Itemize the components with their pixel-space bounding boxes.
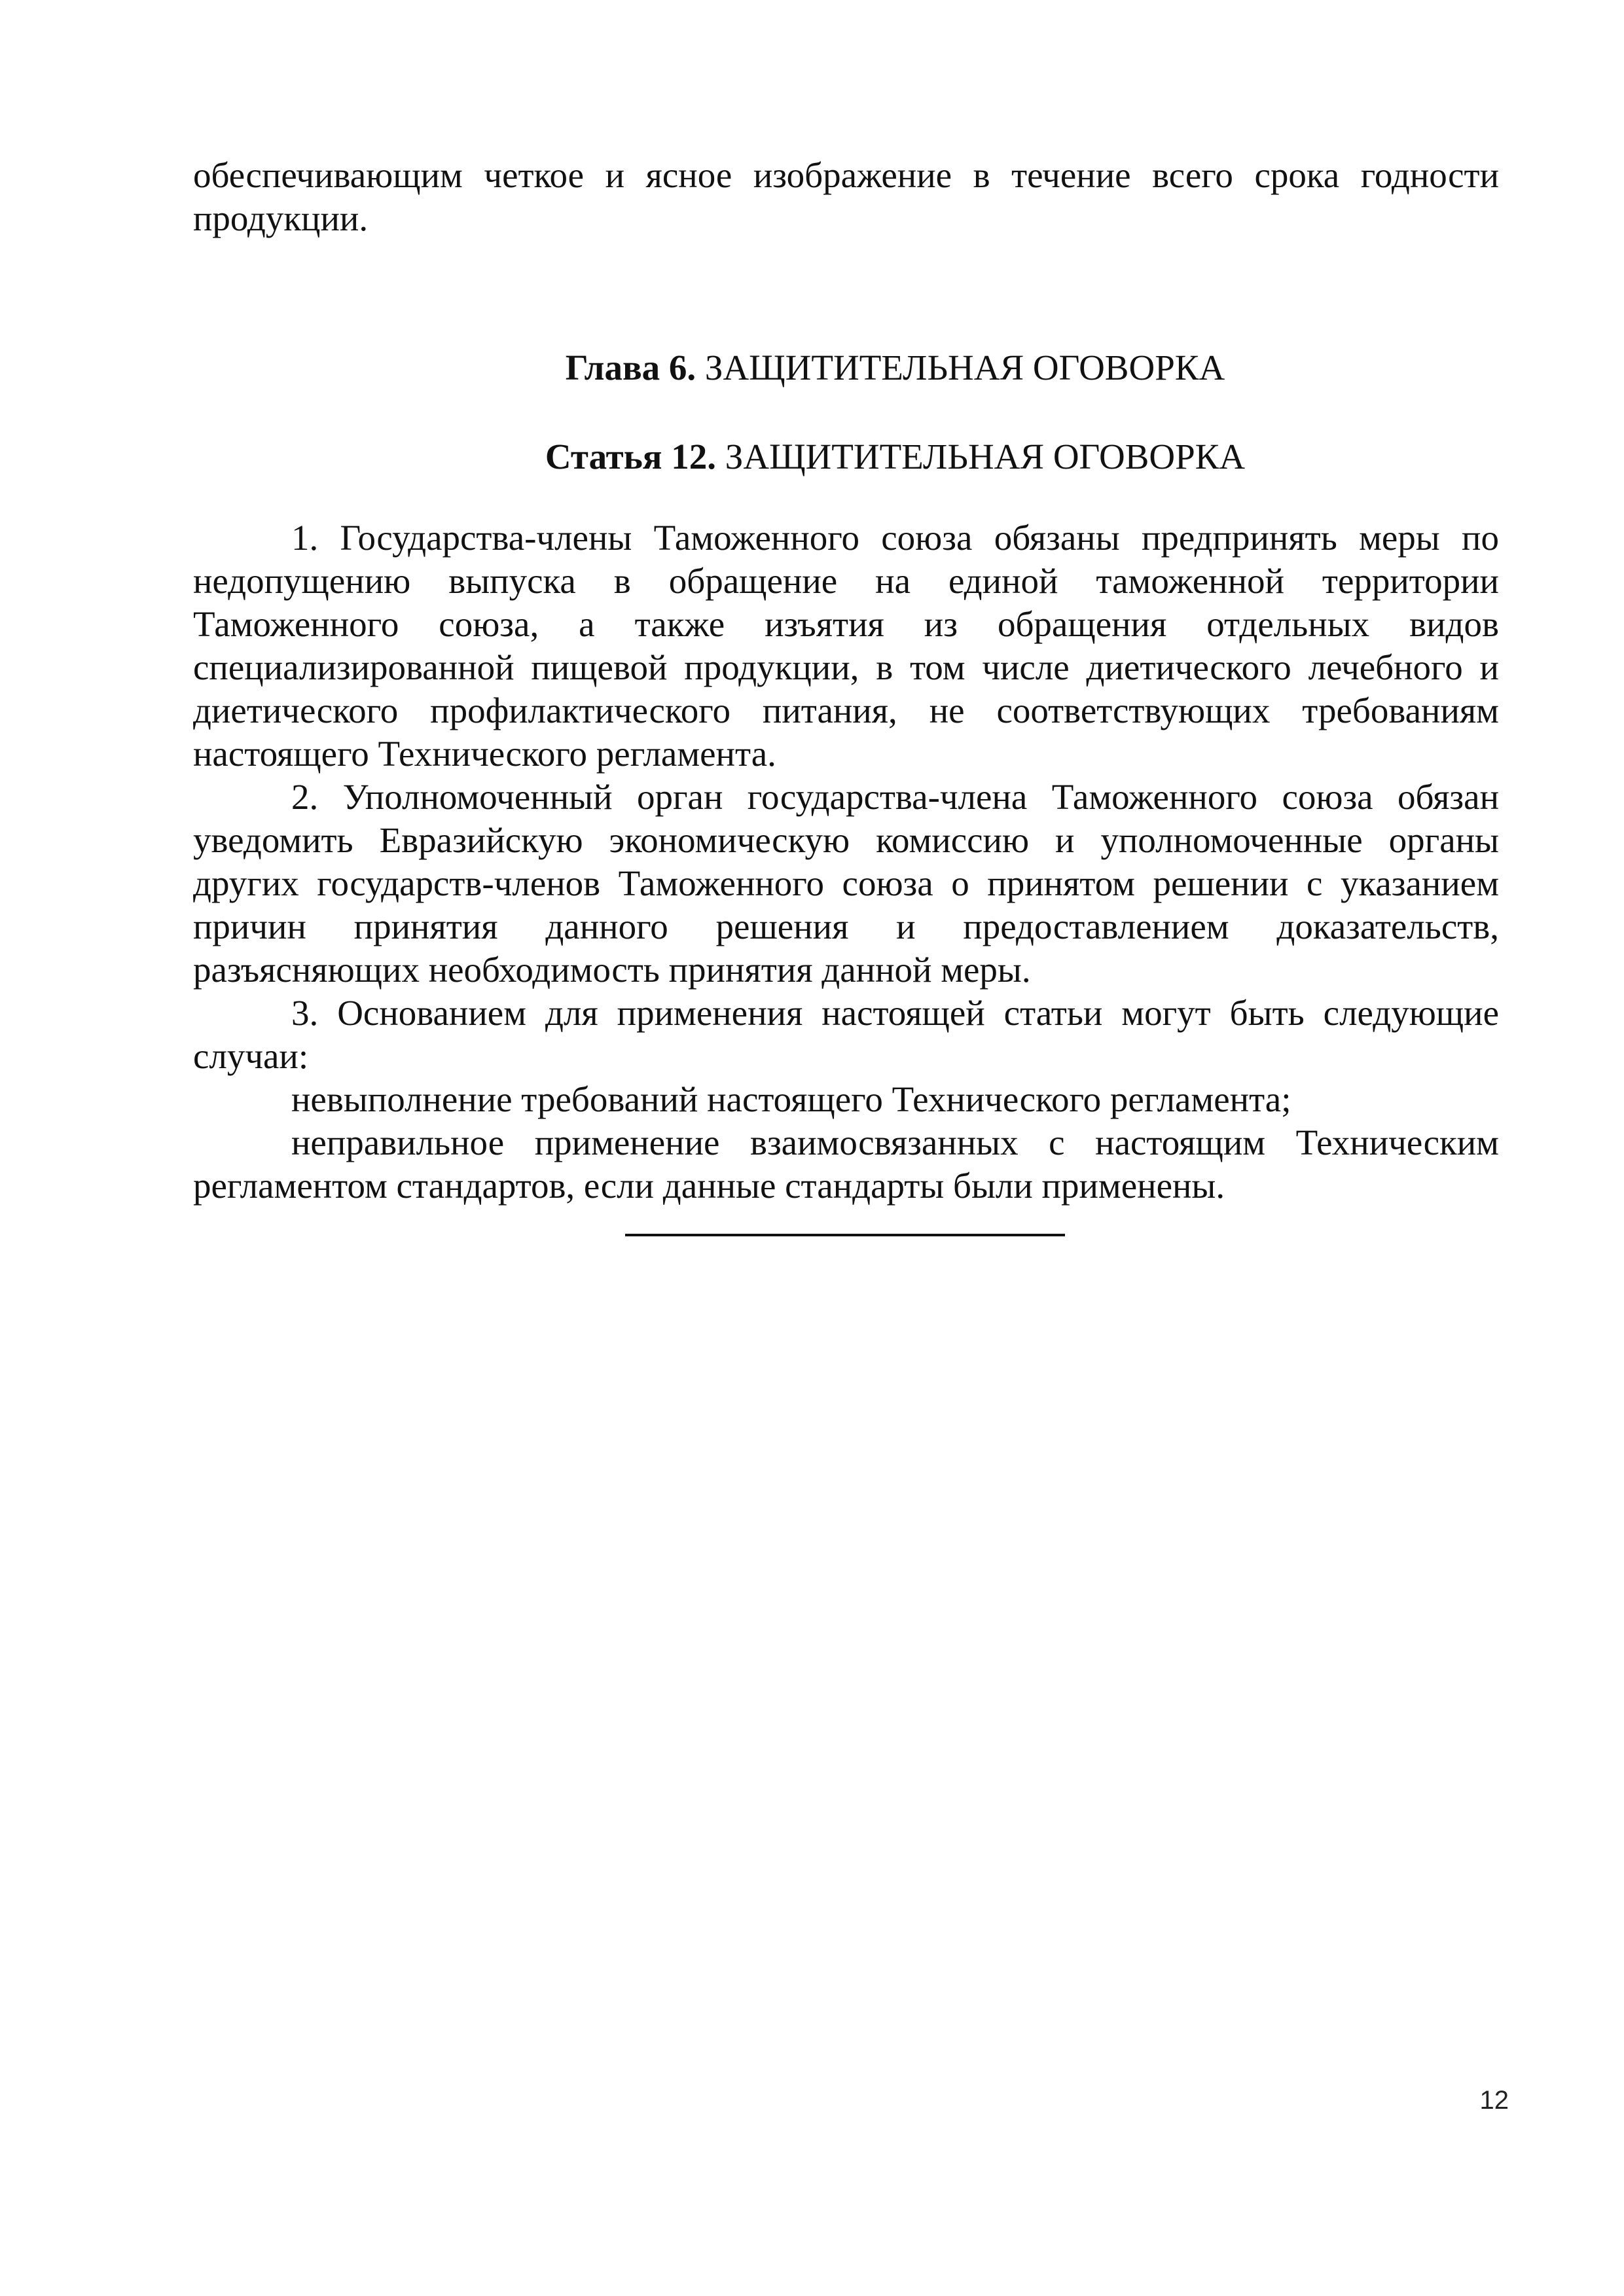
chapter-heading — [193, 346, 1499, 389]
spacer — [193, 240, 1499, 346]
article-label: Статья 12. — [545, 437, 717, 476]
article-list-item-2: неправильное применение взаимосвязанных с настоящим Техническим регламентом стандартов, если данные стандарты были применены. — [193, 1122, 1499, 1206]
article-paragraph-3: 3. Основанием для применения настоящей статьи могут быть следующие случаи: — [193, 993, 1499, 1076]
article-heading — [193, 435, 1499, 478]
end-of-document-rule — [625, 1234, 1065, 1236]
intro-paragraph: обеспечивающим четкое и ясное изображение в течение всего срока годности продукции. — [193, 155, 1499, 238]
article-title: ЗАЩИТИТЕЛЬНАЯ ОГОВОРКА — [725, 437, 1246, 476]
article-paragraph-2: 2. Уполномоченный орган государства-члена Таможенного союза обязан уведомить Евразийскую экономическую комиссию и уполномоченные органы других государств-членов Таможенного союза о принятом решении с указанием причин принятия данного решения и предоставлением доказательств, разъясняющих необходимость принятия данной меры. — [193, 777, 1499, 990]
article-list-item-1: невыполнение требований настоящего Технического регламента; — [291, 1079, 1291, 1119]
page-number: 12 — [1479, 2086, 1509, 2115]
article-paragraph-1: 1. Государства-члены Таможенного союза обязаны предпринять меры по недопущению выпуска в обращение на единой таможенной территории Таможенного союза, а также изъятия из обращения отдельных видов специализированной пищевой продукции, в том числе диетического лечебного и диетического профилактического питания, не соответствующих требованиям настоящего Технического регламента. — [193, 518, 1499, 774]
document-body — [193, 154, 1499, 1208]
spacer — [193, 478, 1499, 516]
chapter-title: ЗАЩИТИТЕЛЬНАЯ ОГОВОРКА — [704, 348, 1225, 387]
spacer — [193, 389, 1499, 435]
chapter-label: Глава 6. — [565, 348, 696, 387]
